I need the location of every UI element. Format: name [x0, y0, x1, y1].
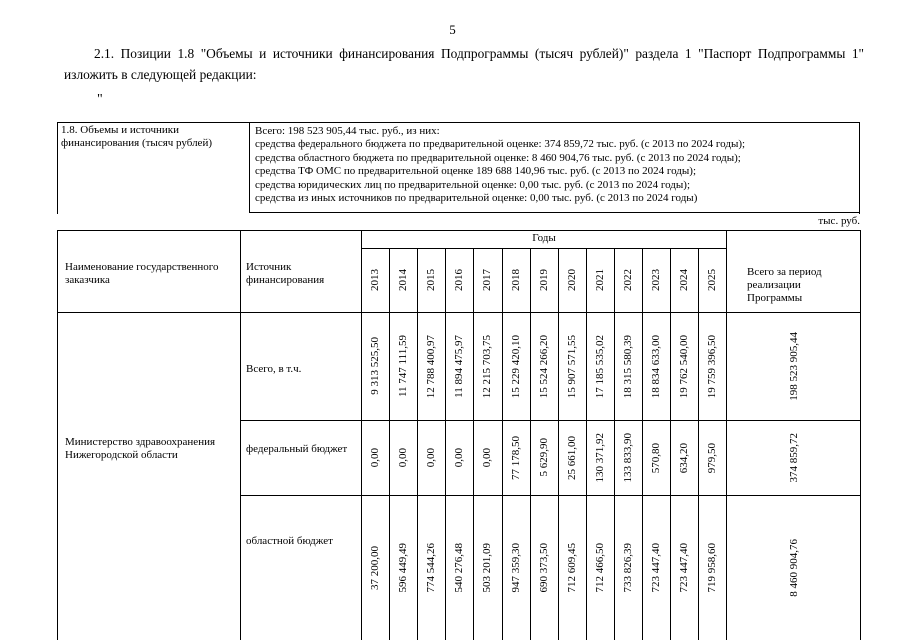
summary-line: средства ТФ ОМС по предварительной оценке 189 688 140,96 тыс. руб. (с 2013 по 2024 годы); — [255, 165, 697, 178]
value-cell: 712 609,45 — [566, 543, 578, 593]
value-cell: 130 371,92 — [594, 433, 606, 483]
value-cell: 15 229 420,10 — [510, 335, 522, 399]
column-line — [417, 248, 418, 640]
year-header-2016: 2016 — [453, 269, 465, 291]
value-cell: 17 185 535,02 — [594, 335, 606, 399]
summary-underline — [250, 212, 859, 213]
total-cell: 374 859,72 — [788, 433, 800, 483]
value-cell: 634,20 — [678, 443, 690, 474]
summary-line: средства из иных источников по предварительной оценке: 0,00 тыс. руб. (с 2013 по 2024 годы) — [255, 192, 698, 205]
year-header-2025: 2025 — [706, 269, 718, 291]
year-header-2021: 2021 — [594, 269, 606, 291]
financing-table — [57, 230, 861, 640]
year-header-2022: 2022 — [622, 269, 634, 291]
customer-name: Министерство здравоохранения Нижегородской области — [65, 436, 216, 461]
value-cell: 570,80 — [650, 443, 662, 474]
column-line — [240, 230, 241, 640]
source-regional: областной бюджет — [246, 535, 333, 547]
row-line — [240, 495, 861, 496]
column-line — [670, 248, 671, 640]
year-header-2015: 2015 — [425, 269, 437, 291]
value-cell: 15 907 571,55 — [566, 335, 578, 399]
total-cell: 198 523 905,44 — [788, 332, 800, 401]
year-header-2024: 2024 — [678, 269, 690, 291]
value-cell: 19 759 396,50 — [706, 335, 718, 399]
header-customer: Наименование государственного заказчика — [65, 261, 219, 286]
header-source: Источник финансирования — [246, 261, 325, 286]
units-label: тыс. руб. — [818, 215, 860, 227]
row-line — [240, 420, 861, 421]
value-cell: 979,50 — [706, 443, 718, 474]
table-left-border — [57, 230, 58, 640]
year-header-2017: 2017 — [481, 269, 493, 291]
year-header-2013: 2013 — [369, 269, 381, 291]
header-total: Всего за период реализации Программы — [747, 266, 822, 304]
column-line — [361, 230, 362, 640]
summary-box — [57, 122, 859, 214]
years-header-line — [361, 248, 726, 249]
source-federal: федеральный бюджет — [246, 443, 348, 455]
year-header-2020: 2020 — [566, 269, 578, 291]
value-cell: 0,00 — [425, 448, 437, 468]
column-line — [726, 230, 727, 640]
column-line — [698, 248, 699, 640]
year-header-2018: 2018 — [510, 269, 522, 291]
value-cell: 774 544,26 — [425, 543, 437, 593]
value-cell: 0,00 — [453, 448, 465, 468]
year-header-2014: 2014 — [397, 269, 409, 291]
column-line — [558, 248, 559, 640]
value-cell: 5 629,90 — [538, 438, 550, 477]
value-cell: 690 373,50 — [538, 543, 550, 593]
value-cell: 0,00 — [369, 448, 381, 468]
value-cell: 18 315 580,39 — [622, 335, 634, 399]
value-cell: 11 747 111,59 — [397, 335, 409, 398]
value-cell: 19 762 540,00 — [678, 335, 690, 399]
summary-label: 1.8. Объемы и источники финансирования (тысяч рублей) — [57, 122, 250, 213]
table-top-border — [57, 230, 861, 231]
column-line — [530, 248, 531, 640]
year-header-2023: 2023 — [650, 269, 662, 291]
value-cell: 947 359,30 — [510, 543, 522, 593]
column-line — [445, 248, 446, 640]
summary-line: Всего: 198 523 905,44 тыс. руб., из них: — [255, 125, 440, 137]
value-cell: 11 894 475,97 — [453, 335, 465, 398]
value-cell: 12 788 400,97 — [425, 335, 437, 399]
summary-line: средства федерального бюджета по предварительной оценке: 374 859,72 тыс. руб. (с 2013 по 2024 годы); — [255, 138, 746, 151]
value-cell: 723 447,40 — [650, 543, 662, 593]
column-line — [502, 248, 503, 640]
column-line — [586, 248, 587, 640]
value-cell: 503 201,09 — [481, 543, 493, 593]
table-right-border — [860, 230, 861, 640]
opening-quote: " — [97, 92, 103, 107]
value-cell: 540 276,48 — [453, 543, 465, 593]
year-header-2019: 2019 — [538, 269, 550, 291]
value-cell: 712 466,50 — [594, 543, 606, 593]
header-years: Годы — [532, 232, 556, 244]
total-cell: 8 460 904,76 — [788, 539, 800, 597]
value-cell: 25 661,00 — [566, 436, 578, 480]
value-cell: 719 958,60 — [706, 543, 718, 593]
column-line — [642, 248, 643, 640]
value-cell: 18 834 633,00 — [650, 335, 662, 399]
value-cell: 0,00 — [397, 448, 409, 468]
column-line — [614, 248, 615, 640]
page-number: 5 — [449, 22, 456, 37]
value-cell: 9 313 525,50 — [369, 337, 381, 395]
value-cell: 733 826,39 — [622, 543, 634, 593]
value-cell: 0,00 — [481, 448, 493, 468]
intro-paragraph: 2.1. Позиции 1.8 "Объемы и источники финансирования Подпрограммы (тысяч рублей)" раздела 1 "Паспорт Подпрограммы 1" изложить в следующей редакции: — [64, 46, 864, 82]
value-cell: 77 178,50 — [510, 436, 522, 480]
value-cell: 596 449,49 — [397, 543, 409, 593]
value-cell: 133 833,90 — [622, 433, 634, 483]
summary-line: средства областного бюджета по предварительной оценке: 8 460 904,76 тыс. руб. (с 2013 по 2024 годы); — [255, 151, 741, 164]
source-total: Всего, в т.ч. — [246, 363, 302, 375]
summary-lines — [255, 125, 745, 205]
value-cell: 723 447,40 — [678, 543, 690, 593]
value-cell: 12 215 703,75 — [481, 335, 493, 399]
value-cell: 15 524 266,20 — [538, 335, 550, 399]
column-line — [389, 248, 390, 640]
column-line — [473, 248, 474, 640]
header-bottom-line — [57, 312, 861, 313]
value-cell: 37 200,00 — [369, 546, 381, 590]
summary-line: средства юридических лиц по предварительной оценке: 0,00 тыс. руб. (с 2013 по 2024 годы); — [255, 178, 690, 191]
